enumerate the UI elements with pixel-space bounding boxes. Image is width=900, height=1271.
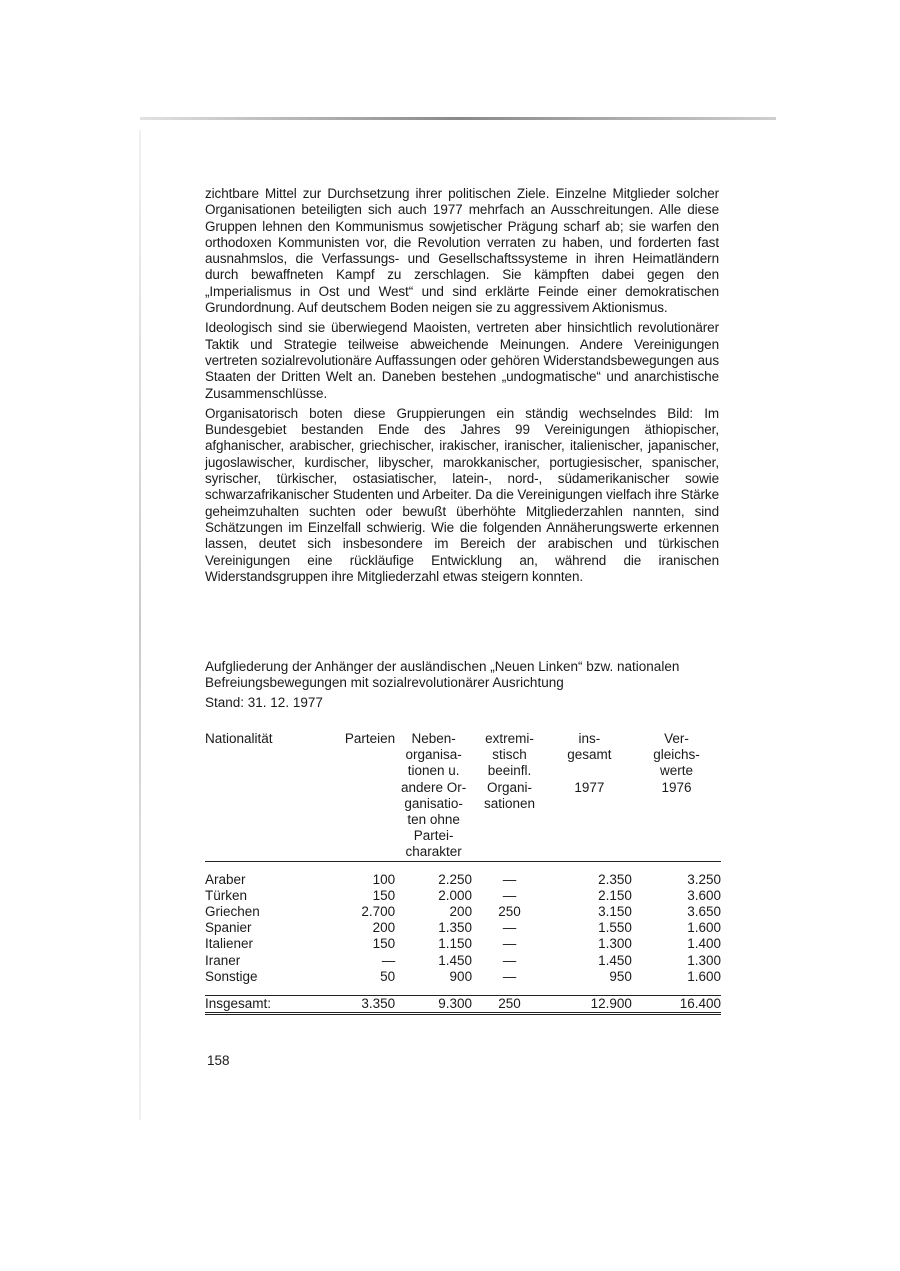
header-line: tionen u. [407, 763, 460, 779]
table-row [205, 953, 721, 969]
table-row [205, 904, 721, 920]
header-line: gesamt [567, 747, 612, 763]
total-label: Insgesamt: [205, 995, 324, 1013]
cell-parties: 200 [372, 920, 396, 936]
header-line: ganisatio- [404, 795, 463, 811]
cell-nationality: Iraner [205, 952, 241, 968]
cell-nationality: Spanier [205, 920, 252, 936]
cell-parties: 150 [372, 936, 396, 952]
cell-nationality: Araber [205, 871, 246, 887]
cell-side-organisations: 1.150 [438, 936, 473, 952]
header-line: ten ohne [407, 812, 460, 828]
cell-compare-1976: 1.300 [687, 952, 721, 968]
cell-nationality: Griechen [205, 904, 260, 920]
table-rule [205, 861, 721, 872]
header-line: organisa- [405, 747, 462, 763]
cell-side-organisations: 1.350 [438, 920, 473, 936]
paragraph-1: zichtbare Mittel zur Durchsetzung ihrer politischen Ziele. Einzelne Mitglieder solcher Organisationen beteiligten sich auch 1977 mehrfach an Ausschreitungen. Alle diese Gruppen lehnen den Kommunismus sowjetischer Prägung scharf ab; sie warfen den orthodoxen Kommunisten vor, die Revolution verraten zu haben, und forderten fast ausnahmslos, die Verfassungs- und Gesellschaftssysteme in ihren Heimatländern durch bewaffneten Kampf zu zerschlagen. Sie kämpften dabei gegen den „Imperialismus in Ost und West“ und sind erklärte Feinde einer demokratischen Grundordnung. Auf deutschem Boden neigen sie zu aggressivem Aktionismus. [205, 186, 719, 316]
header-line: 1976 [661, 779, 692, 795]
caption-title: Aufgliederung der Anhänger der ausländischen „Neuen Linken“ bzw. nationalen Befreiungsbewegungen mit sozialrevolutionärer Ausrichtung [205, 659, 680, 691]
header-line: charakter [405, 844, 462, 860]
paragraph-2: Ideologisch sind sie überwiegend Maoisten, vertreten aber hinsichtlich revolutionärer Taktik und Strategie teilweise abweichende Meinungen. Andere Vereinigungen vertreten sozialrevolutionäre Auffassungen oder gehören Widerstandsbewegungen aus Staaten der Dritten Welt an. Daneben bestehen „undogmatische“ und anarchistische Zusammenschlüsse. [205, 320, 719, 401]
header-line: 1977 [574, 779, 605, 795]
header-line: gleichs- [653, 747, 700, 763]
header-line: Neben- [411, 731, 456, 746]
total-parties: 3.350 [324, 995, 395, 1013]
cell-side-organisations: 1.450 [438, 952, 473, 968]
cell-extremist: — [502, 887, 517, 903]
table-spacer [205, 985, 721, 995]
cell-total-1977: 2.150 [598, 887, 632, 903]
header-line: beeinfl. [487, 763, 532, 779]
statistics-table [205, 731, 721, 1017]
header-side-organisations [395, 731, 472, 861]
total-side-organisations: 9.300 [395, 995, 472, 1013]
header-extremist [472, 731, 547, 861]
cell-side-organisations: 2.250 [438, 871, 473, 887]
header-compare-1976 [632, 731, 721, 861]
cell-extremist: — [502, 920, 517, 936]
cell-compare-1976: 3.650 [687, 904, 721, 920]
header-line: stisch [492, 747, 527, 763]
cell-extremist: — [502, 871, 517, 887]
cell-compare-1976: 3.600 [687, 887, 721, 903]
header-total-1977 [547, 731, 632, 861]
table-row [205, 888, 721, 904]
scan-edge-top [140, 117, 776, 120]
cell-extremist: — [502, 936, 517, 952]
caption-stand-date: Stand: 31. 12. 1977 [205, 694, 323, 710]
cell-extremist: — [502, 968, 517, 984]
cell-parties: 2.700 [361, 904, 396, 920]
total-1977: 12.900 [547, 995, 632, 1013]
cell-extremist: 250 [498, 904, 521, 920]
cell-side-organisations: 900 [449, 968, 473, 984]
cell-total-1977: 950 [609, 968, 632, 984]
page-number: 158 [207, 1053, 230, 1068]
cell-compare-1976: 1.600 [687, 920, 721, 936]
paragraph-3: Organisatorisch boten diese Gruppierungen ein ständig wechselndes Bild: Im Bundesgebiet bestanden Ende des Jahres 99 Vereinigungen äthiopischer, afghanischer, arabischer, griechischer, irakischer, iranischer, italienischer, japanischer, jugoslawischer, kurdischer, libyscher, marokkanischer, portugiesischer, spanischer, syrischer, türkischer, ostasiatischer, latein-, nord-, südamerikanischer sowie schwarzafrikanischer Studenten und Arbeiter. Da die Vereinigungen vielfach ihre Stärke geheimzuhalten suchten oder bewußt überhöhte Mitgliederzahlen nannten, sind Schätzungen im Einzelfall schwierig. Wie die folgenden Annäherungswerte erkennen lassen, deutet sich insbesondere im Bereich der arabischen und türkischen Vereinigungen eine rückläufige Entwicklung an, während die iranischen Widerstandsgruppen ihre Mitgliederzahl etwas steigern konnten. [205, 405, 719, 584]
header-parties: Parteien [344, 731, 396, 746]
header-line: ins- [578, 731, 601, 746]
cell-compare-1976: 3.250 [687, 871, 721, 887]
total-extremist: 250 [472, 995, 547, 1013]
cell-nationality: Sonstige [205, 968, 258, 984]
cell-nationality: Türken [205, 887, 248, 903]
cell-total-1977: 2.350 [598, 871, 632, 887]
cell-total-1977: 1.300 [598, 936, 632, 952]
table-row [205, 936, 721, 952]
cell-side-organisations: 200 [449, 904, 473, 920]
header-line [547, 763, 632, 779]
header-nationality: Nationalität [205, 731, 273, 746]
header-line: werte [659, 763, 693, 779]
cell-parties: — [381, 952, 396, 968]
body-text [205, 186, 719, 589]
header-line: Ver- [664, 731, 689, 746]
header-line: extremi- [485, 731, 534, 746]
scan-edge-left [139, 130, 141, 1120]
cell-compare-1976: 1.400 [687, 936, 721, 952]
cell-extremist: — [502, 952, 517, 968]
cell-side-organisations: 2.000 [438, 887, 473, 903]
table-row [205, 872, 721, 888]
cell-total-1977: 1.450 [598, 952, 632, 968]
table-caption [205, 659, 719, 711]
cell-parties: 150 [372, 887, 396, 903]
cell-parties: 100 [372, 871, 396, 887]
header-line: andere Or- [400, 779, 467, 795]
header-line: sationen [483, 795, 536, 811]
cell-total-1977: 1.550 [598, 920, 632, 936]
total-compare-1976: 16.400 [632, 995, 721, 1013]
header-line: Organi- [487, 779, 533, 795]
table-row [205, 920, 721, 936]
table-row [205, 969, 721, 985]
cell-parties: 50 [380, 968, 396, 984]
table-header-row [205, 731, 721, 861]
cell-nationality: Italiener [205, 936, 254, 952]
cell-total-1977: 3.150 [598, 904, 632, 920]
cell-compare-1976: 1.600 [687, 968, 721, 984]
header-line: Partei- [413, 828, 454, 844]
table-total-row [205, 995, 721, 1013]
table-double-rule [205, 1013, 721, 1017]
